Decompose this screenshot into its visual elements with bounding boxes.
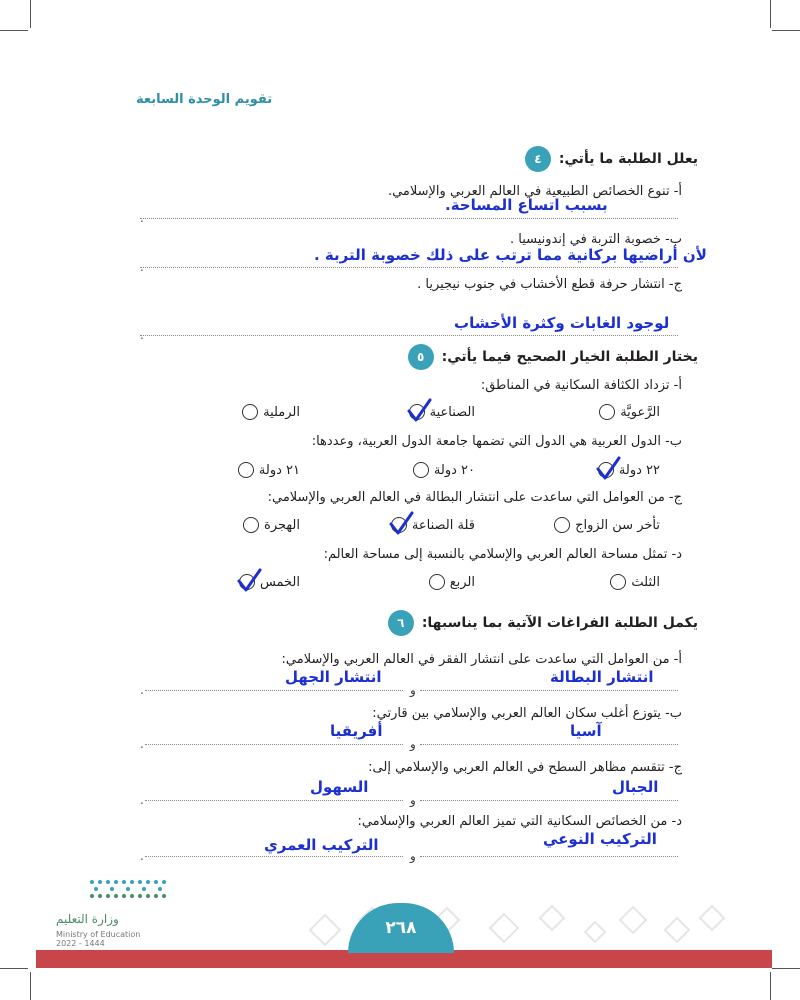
option-label: الخمس — [259, 574, 300, 590]
connector-and: و — [410, 849, 416, 863]
line-end-dot: . — [140, 793, 144, 807]
option-label: قلة الصناعة — [411, 517, 475, 533]
checkmark-icon — [406, 398, 432, 424]
q6-a-prompt: أ- من العوامل التي ساعدت على انتشار الفقر في العالم العربي والإسلامي: — [281, 652, 682, 667]
crop-mark — [0, 30, 28, 31]
option-label: ٢١ دولة — [258, 462, 300, 478]
radio-circle[interactable] — [413, 462, 429, 478]
checkmark-icon — [236, 568, 262, 594]
line-end-dot: . — [140, 737, 144, 751]
question-6-header — [388, 610, 698, 636]
option-label: الهجرة — [264, 517, 300, 533]
q5-b-option-2[interactable] — [413, 462, 475, 478]
checkmark-icon — [595, 456, 621, 482]
blank-line — [145, 690, 403, 691]
q5-a-option-2[interactable] — [409, 404, 475, 420]
q5-a-prompt: أ- تزداد الكثافة السكانية في المناطق: — [480, 378, 682, 393]
q5-a-option-1[interactable] — [599, 404, 660, 420]
answer-line — [140, 335, 678, 336]
q6-a-answer-1[interactable]: انتشار البطالة — [550, 668, 654, 686]
ministry-name-english: Ministry of Education — [56, 930, 141, 939]
q5-b-option-1[interactable] — [598, 462, 660, 478]
crop-mark — [30, 972, 31, 1000]
crop-mark — [772, 968, 800, 969]
radio-circle[interactable] — [242, 404, 258, 420]
option-label: الصناعية — [429, 404, 475, 420]
crop-mark — [30, 0, 31, 28]
option-label: الرملية — [263, 404, 300, 420]
question-number-badge: ٥ — [408, 344, 434, 370]
academic-year: 2022 - 1444 — [56, 939, 105, 948]
connector-and: و — [410, 737, 416, 751]
page-number: ٢٦٨ — [348, 903, 454, 953]
question-title: يختار الطلبة الخيار الصحيح فيما يأتي: — [441, 349, 698, 365]
q4-b-prompt: ب- خصوبة التربة في إندونيسيا . — [510, 232, 682, 247]
question-title: يكمل الطلبة الفراغات الآتية بما يناسبها: — [421, 615, 698, 631]
question-number-badge: ٦ — [388, 610, 414, 636]
q5-a-option-3[interactable] — [242, 404, 300, 420]
q5-d-prompt: د- تمثل مساحة العالم العربي والإسلامي بالنسبة إلى مساحة العالم: — [323, 547, 682, 562]
answer-line — [140, 218, 678, 219]
question-5-header — [408, 344, 698, 370]
line-end-dot: . — [140, 211, 144, 225]
question-number-badge: ٤ — [525, 146, 551, 172]
radio-circle[interactable] — [429, 574, 445, 590]
q6-b-prompt: ب- يتوزع أغلب سكان العالم العربي والإسلامي بين قارتي: — [372, 706, 682, 721]
q6-c-prompt: ج- تتقسم مظاهر السطح في العالم العربي والإسلامي إلى: — [368, 760, 682, 775]
radio-circle[interactable] — [610, 574, 626, 590]
q6-d-answer-1[interactable]: التركيب النوعي — [543, 830, 657, 848]
connector-and: و — [410, 793, 416, 807]
q4-a-prompt: أ- تنوع الخصائص الطبيعية في العالم العربي والإسلامي. — [387, 184, 682, 199]
blank-line — [420, 744, 678, 745]
q4-c-answer[interactable]: لوجود الغابات وكثرة الأخشاب — [454, 314, 670, 332]
q5-d-option-2[interactable] — [429, 574, 475, 590]
question-title: يعلل الطلبة ما يأتي: — [558, 151, 698, 167]
option-label: ٢٢ دولة — [618, 462, 660, 478]
q6-a-answer-2[interactable]: انتشار الجهل — [285, 668, 382, 686]
radio-circle[interactable] — [554, 517, 570, 533]
radio-circle[interactable] — [238, 462, 254, 478]
checkmark-icon — [388, 511, 414, 537]
radio-circle[interactable] — [239, 574, 255, 590]
blank-line — [145, 800, 403, 801]
blank-line — [420, 800, 678, 801]
line-end-dot: . — [140, 328, 144, 342]
unit-review-title: تقويم الوحدة السابعة — [136, 92, 273, 107]
q5-d-option-1[interactable] — [610, 574, 660, 590]
radio-circle[interactable] — [243, 517, 259, 533]
crop-mark — [0, 968, 28, 969]
question-4-header — [525, 146, 698, 172]
line-end-dot: . — [140, 849, 144, 863]
ministry-name-arabic: وزارة التعليم — [56, 912, 119, 926]
q4-b-answer[interactable]: لأن أراضيها بركانية مما ترتب على ذلك خصوبة التربة . — [314, 246, 707, 264]
q5-d-option-3[interactable] — [239, 574, 300, 590]
blank-line — [145, 744, 403, 745]
q6-c-answer-2[interactable]: السهول — [310, 778, 369, 796]
option-label: الثلث — [631, 574, 660, 590]
q6-b-answer-2[interactable]: أفريقيا — [330, 722, 383, 740]
blank-line — [420, 856, 678, 857]
radio-circle[interactable] — [599, 404, 615, 420]
blank-line — [420, 690, 678, 691]
radio-circle[interactable] — [409, 404, 425, 420]
q5-b-option-3[interactable] — [238, 462, 300, 478]
option-label: ٢٠ دولة — [433, 462, 475, 478]
option-label: الربع — [449, 574, 475, 590]
answer-line — [140, 267, 678, 268]
radio-circle[interactable] — [391, 517, 407, 533]
option-label: الرَّعويَّة — [620, 404, 660, 420]
q6-d-answer-2[interactable]: التركيب العمري — [264, 836, 379, 854]
q4-a-answer[interactable]: بسبب اتساع المساحة. — [445, 196, 608, 214]
q5-c-prompt: ج- من العوامل التي ساعدت على انتشار البطالة في العالم العربي والإسلامي: — [267, 490, 682, 505]
q5-c-option-3[interactable] — [243, 517, 300, 533]
crop-mark — [770, 0, 771, 28]
radio-circle[interactable] — [598, 462, 614, 478]
q5-b-prompt: ب- الدول العربية هي الدول التي تضمها جامعة الدول العربية، وعددها: — [311, 434, 682, 449]
line-end-dot: . — [140, 683, 144, 697]
blank-line — [145, 856, 403, 857]
q5-c-option-2[interactable] — [391, 517, 475, 533]
crop-mark — [772, 30, 800, 31]
connector-and: و — [410, 683, 416, 697]
q6-d-prompt: د- من الخصائص السكانية التي تميز العالم العربي والإسلامي: — [357, 814, 682, 829]
q5-c-option-1[interactable] — [554, 517, 660, 533]
q6-b-answer-1[interactable]: آسيا — [570, 722, 602, 740]
q6-c-answer-1[interactable]: الجبال — [612, 778, 659, 796]
line-end-dot: . — [140, 260, 144, 274]
option-label: تأخر سن الزواج — [575, 517, 660, 533]
crop-mark — [770, 972, 771, 1000]
q4-c-prompt: ج- انتشار حرفة قطع الأخشاب في جنوب نيجيريا . — [417, 277, 682, 292]
